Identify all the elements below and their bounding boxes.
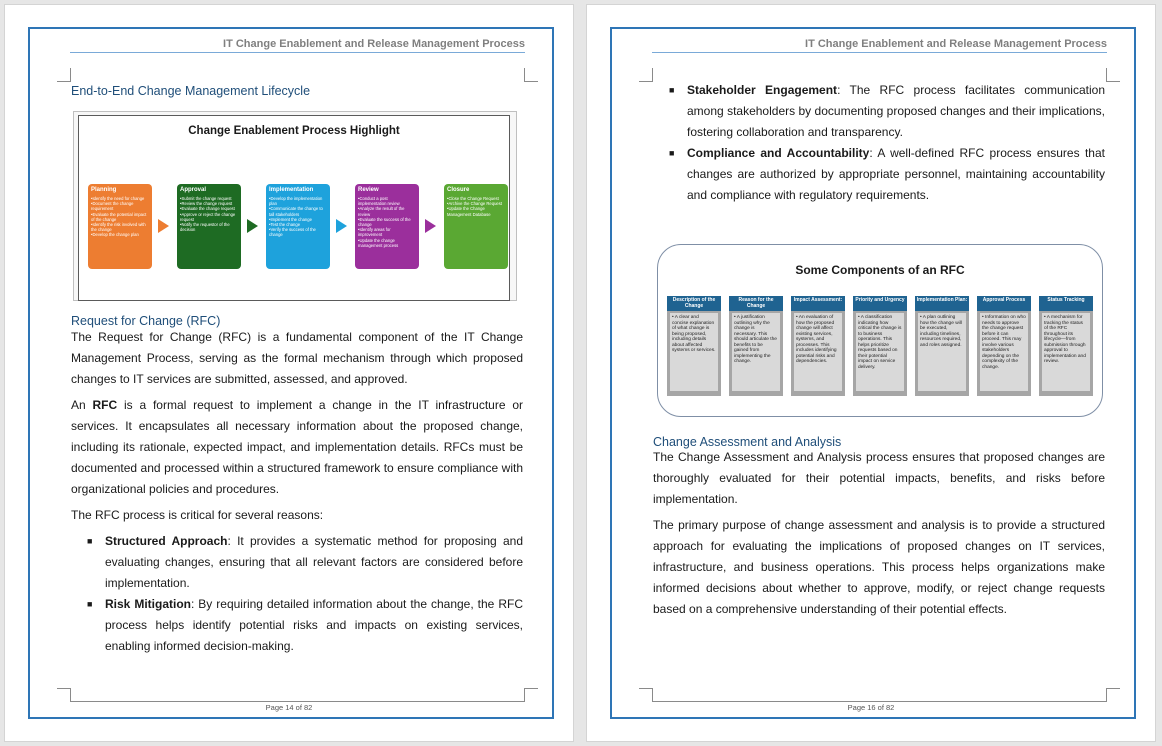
column-header: Description of the Change <box>667 296 721 311</box>
list-item: ■ Risk Mitigation: By requiring detailed information about the change, the RFC process helps identify potential risks and impacts on existing services, enabling informed decision-making. <box>87 597 523 653</box>
rfc-component-column <box>791 296 845 396</box>
rfc-component-column <box>915 296 969 396</box>
stage-item: •Communicate the change to tall stakeholders <box>269 206 323 217</box>
stage-item: •Identify the need for change <box>91 196 145 201</box>
stage-item: •Implement the change <box>269 216 312 222</box>
stage-item: •Evaluate the potential impact of the change <box>91 211 147 222</box>
section-heading-assessment: Change Assessment and Analysis <box>653 435 842 449</box>
corner-mark <box>1106 68 1120 82</box>
section-heading-rfc: Request for Change (RFC) <box>71 314 221 328</box>
rfc-component-column <box>667 296 721 396</box>
change-enablement-figure <box>73 111 517 301</box>
column-header: Priority and Urgency <box>853 296 907 311</box>
document-page-16 <box>586 4 1156 742</box>
stage-item: •Notify the requestor of the decision <box>180 222 230 233</box>
column-text: • A plan outlining how the change will be executed, including timelines, resources required, and roles assigned. <box>918 313 966 391</box>
corner-mark <box>57 68 71 82</box>
stage-item: •Develop the change plan <box>91 232 139 238</box>
page-header: IT Change Enablement and Release Management Process <box>223 38 525 50</box>
column-text: • A justification outlining why the change is necessary. This should articulate the benefits to be gained from implementing the change. <box>732 313 780 391</box>
stage-title: Planning <box>91 187 117 193</box>
stage-title: Review <box>358 187 379 193</box>
document-page-14 <box>4 4 574 742</box>
stage-item: •Archive the Change Request <box>447 201 503 207</box>
list-item: ■ Stakeholder Engagement: The RFC process facilitates communication among stakeholders by documenting proposed changes and their implications, fostering collaboration and transparency. <box>669 83 1105 139</box>
stage-approval <box>177 184 241 269</box>
stage-item: •Identify the risk involved with the change <box>91 222 146 233</box>
stage-item: •Analyze the result of the review <box>358 206 405 217</box>
section-heading: End-to-End Change Management Lifecycle <box>71 84 311 98</box>
stage-closure <box>444 184 508 269</box>
rfc-components-figure <box>657 244 1103 417</box>
column-header: Implementation Plan: <box>915 296 969 311</box>
paragraph: The RFC process is critical for several reasons: <box>71 508 324 522</box>
page-number: Page 14 of 82 <box>265 703 313 712</box>
footer-divider <box>70 701 525 702</box>
stage-title: Implementation <box>269 187 314 193</box>
column-header: Approval Process <box>977 296 1031 311</box>
header-divider <box>70 52 525 53</box>
stage-item: •Review the change request <box>180 201 233 207</box>
stage-item: •Conduct a post implementation review <box>358 196 400 207</box>
stage-item: •Test the change <box>269 222 301 228</box>
stage-item: •Submit the change request <box>180 196 232 201</box>
stage-item: •Close the Change Request <box>447 196 499 201</box>
column-header: Status Tracking <box>1039 296 1093 311</box>
stage-implementation <box>266 184 330 269</box>
bullet-list <box>653 80 1105 206</box>
stage-item: •Verify the success of the change <box>269 227 316 238</box>
arrow-right-icon <box>247 219 258 233</box>
stage-item: •Evaluate the change request <box>180 206 235 212</box>
corner-mark <box>639 688 653 702</box>
corner-mark <box>1106 688 1120 702</box>
footer-divider <box>652 701 1107 702</box>
rfc-component-column <box>853 296 907 396</box>
stage-item: •Update the Change Management Database <box>447 206 491 217</box>
stage-item: •Identify areas for improvement <box>358 227 391 238</box>
corner-mark <box>524 68 538 82</box>
column-header: Reason for the Change <box>729 296 783 311</box>
bullet-list <box>71 531 523 657</box>
column-text: • An evaluation of how the proposed change will affect existing services, systems, and processes. This includes identifying potential risks and dependencies. <box>794 313 842 391</box>
paragraph: An RFC is a formal request to implement a change in the IT infrastructure or services. It encapsulates all necessary information about the proposed change, including its rationale, expected impact, and implementation details. RFCs must be documented and processed within a structured framework to ensure compliance with organizational policies and procedures. <box>71 398 523 496</box>
rfc-component-column <box>1039 296 1093 396</box>
column-text: • A mechanism for tracking the status of the RFC throughout its lifecycle—from submission through approval to implementation and review. <box>1042 313 1090 391</box>
figure-title: Some Components of an RFC <box>795 263 965 277</box>
column-text: • A classification indicating how critical the change is to business operations. This helps prioritize requests based on their potential impact on service delivery. <box>856 313 904 391</box>
corner-mark <box>639 68 653 82</box>
corner-mark <box>57 688 71 702</box>
paragraph: The primary purpose of change assessment and analysis is to provide a structured approach for evaluating the implications of proposed changes on IT services, infrastructure, and business operations. This process helps organizations make informed decisions about whether to approve, modify, or reject change requests based on a comprehensive understanding of their potential effects. <box>653 518 1105 616</box>
stage-review <box>355 184 419 269</box>
paragraph: The Request for Change (RFC) is a fundamental component of the IT Change Management Process, serving as the formal mechanism through which proposed changes to IT services are submitted, assessed, and approved. <box>71 330 523 386</box>
corner-mark <box>524 688 538 702</box>
page-header: IT Change Enablement and Release Management Process <box>805 38 1107 50</box>
stage-title: Approval <box>180 187 207 193</box>
stage-item: •Update the change management process <box>358 237 399 248</box>
list-item: ■ Structured Approach: It provides a systematic method for proposing and evaluating changes, ensuring that all relevant factors are considered before implementation. <box>87 534 523 590</box>
figure-title: Change Enablement Process Highlight <box>188 125 400 137</box>
stage-item: •Develop the implementation plan <box>269 196 323 207</box>
arrow-right-icon <box>158 219 169 233</box>
stage-item: •Approve or reject the change request <box>180 211 236 222</box>
rfc-component-column <box>729 296 783 396</box>
stage-item: •Document the change requirement <box>91 201 134 212</box>
header-divider <box>652 52 1107 53</box>
stage-title: Closure <box>447 187 470 193</box>
column-header: Impact Assessment: <box>791 296 845 311</box>
arrow-right-icon <box>425 219 436 233</box>
paragraph: The Change Assessment and Analysis process ensures that proposed changes are thoroughly evaluated for their potential impacts, benefits, and risks before implementation. <box>653 450 1105 506</box>
stage-item: •Evaluate the success of the change <box>358 216 411 228</box>
column-text: • Information on who needs to approve the change request before it can proceed. This may involve various stakeholders depending on the complexity of the change. <box>980 313 1028 391</box>
column-text: • A clear and concise explanation of what change is being proposed, including details about affected systems or services. <box>670 313 718 391</box>
page-number: Page 16 of 82 <box>847 703 895 712</box>
arrow-right-icon <box>336 219 347 233</box>
rfc-component-column <box>977 296 1031 396</box>
list-item: ■ Compliance and Accountability: A well-defined RFC process ensures that changes are authorized by appropriate personnel, maintaining accountability and compliance with regulatory requirements. <box>669 146 1105 202</box>
stage-planning <box>88 184 152 269</box>
